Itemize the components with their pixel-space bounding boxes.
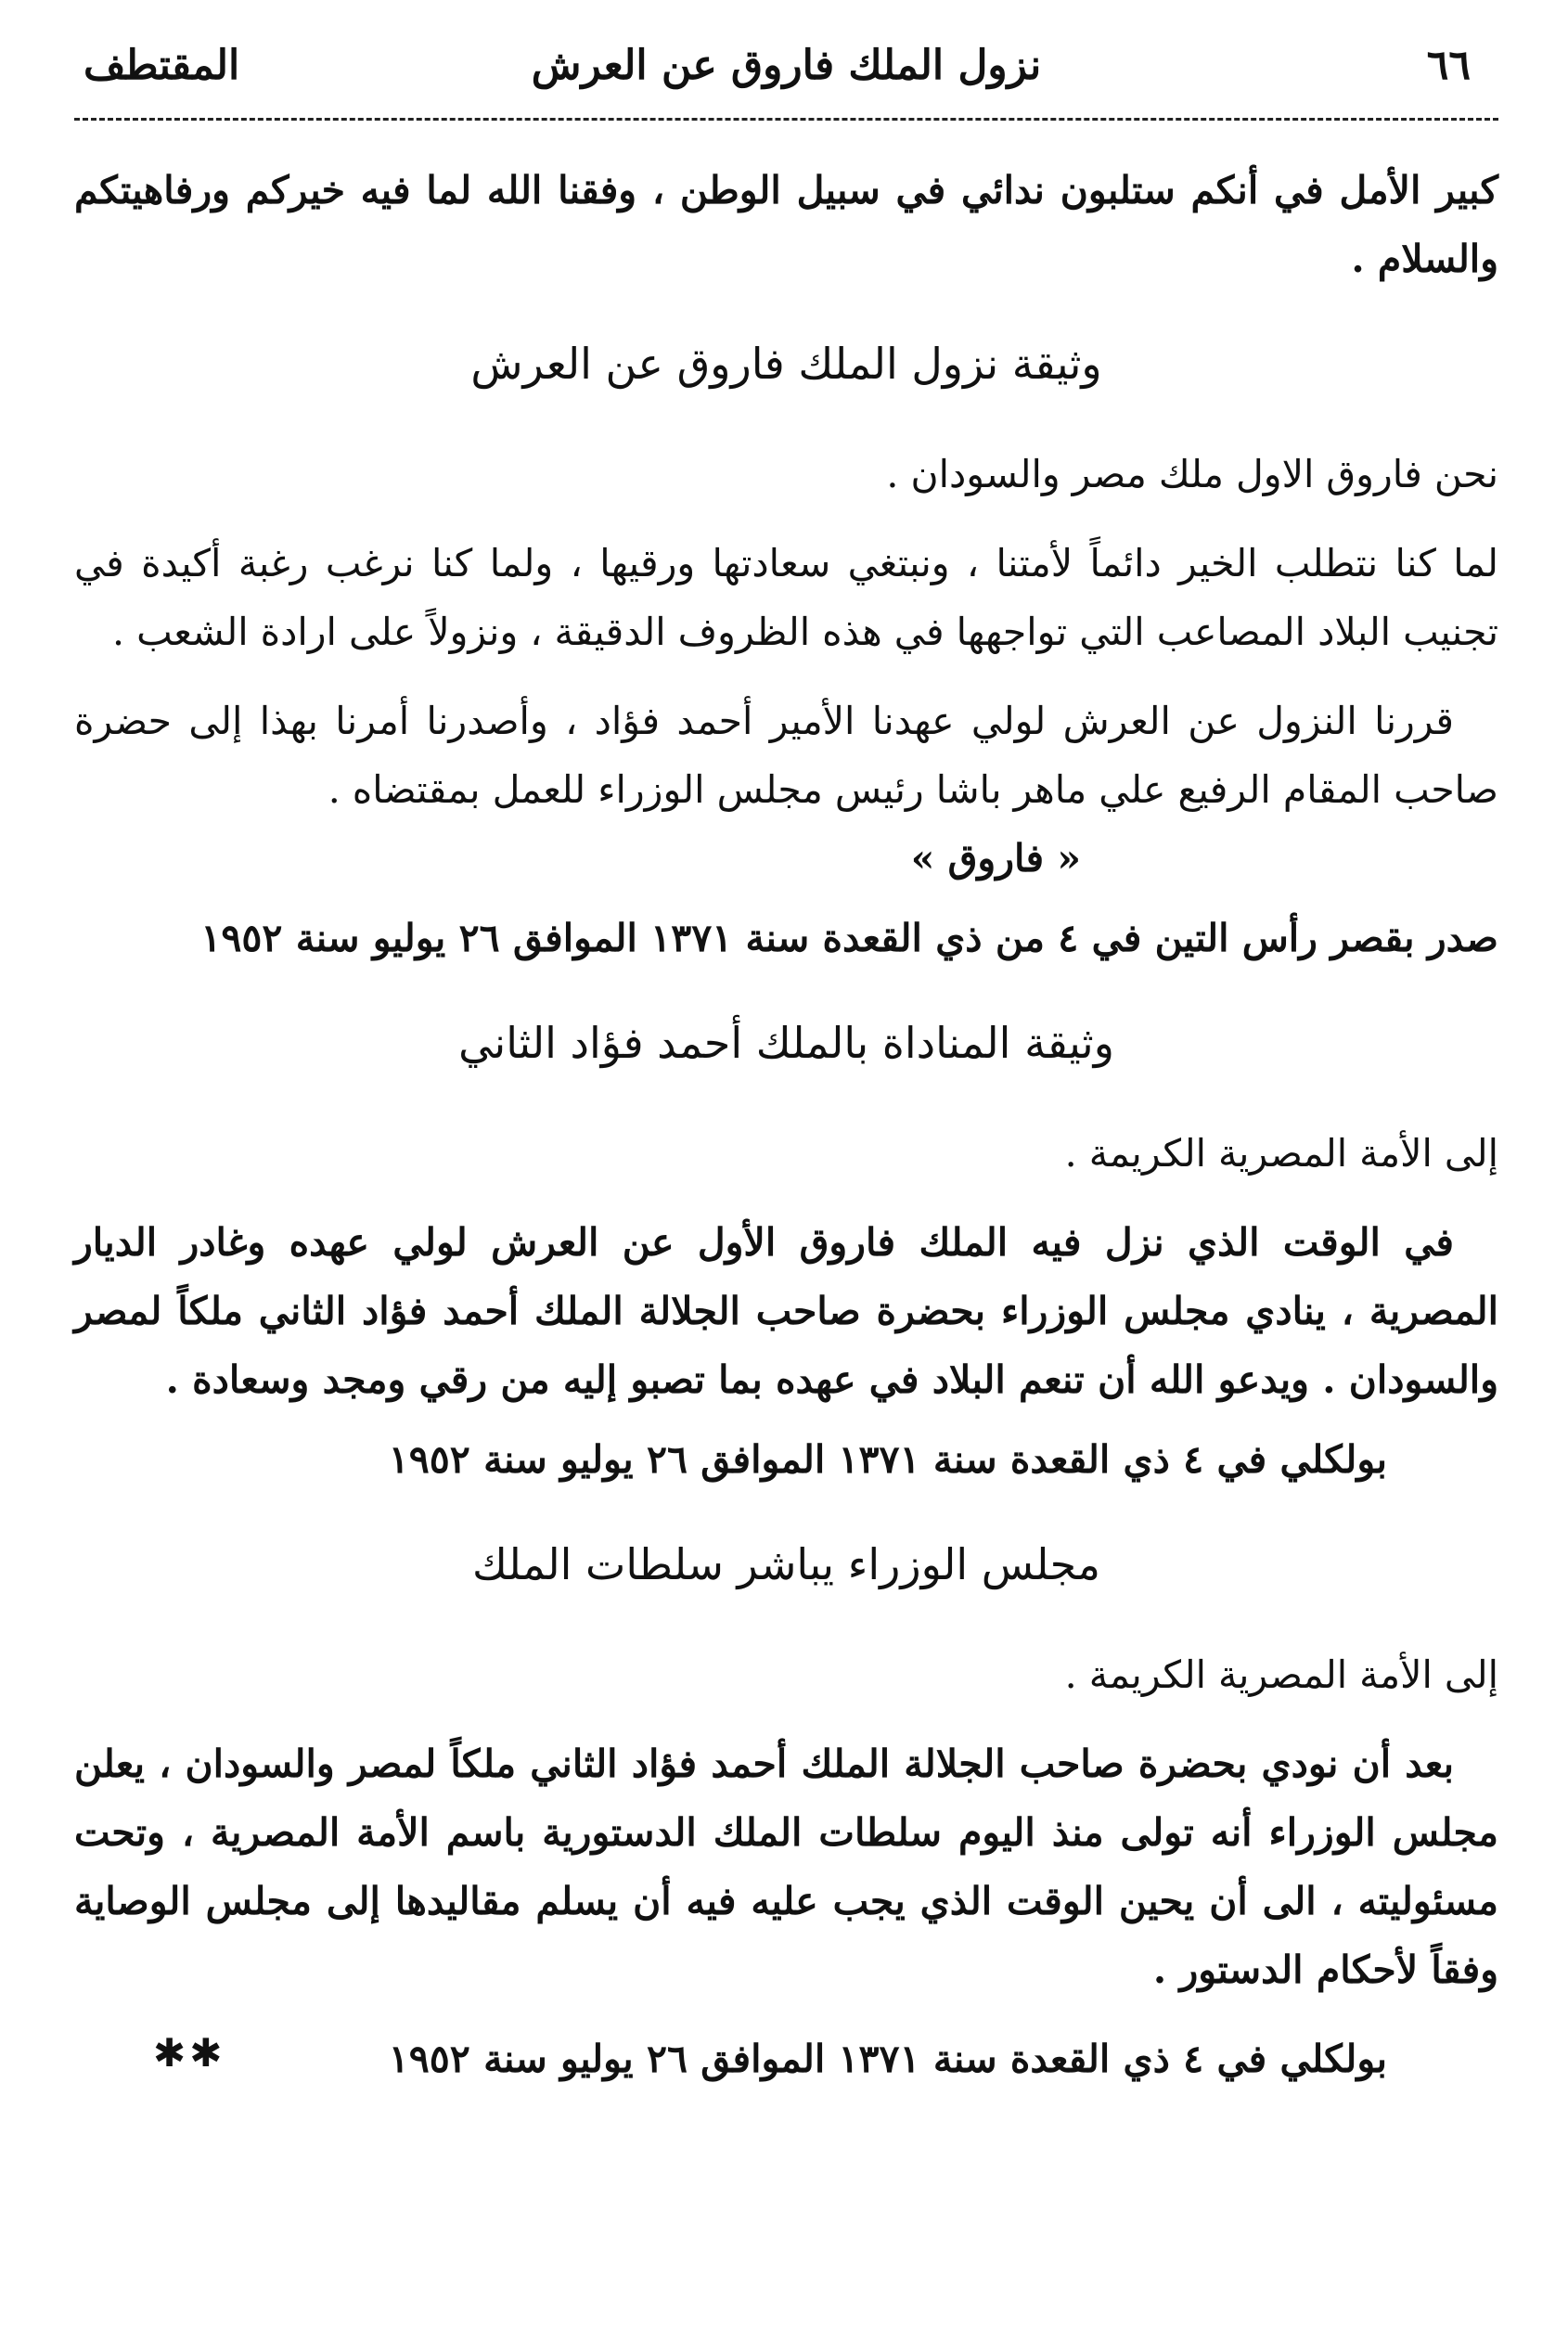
section-heading-council: مجلس الوزراء يباشر سلطات الملك [472,1539,1100,1589]
council-paragraph: بعد أن نودي بحضرة صاحب الجلالة الملك أحمد فؤاد الثاني ملكاً لمصر والسودان ، يعلن مجلس الوزراء أنه تولى منذ اليوم سلطات الملك الدستورية باسم الأمة المصرية ، وتحت مسئوليته ، الى أن يحين الوقت الذي يجب عليه فيه أن يسلم مقاليدها إلى مجلس الوصاية وفقاً لأحكام الدستور . [74,1742,1498,1992]
page-number: ٦٦ [1426,42,1471,89]
signature: « فاروق » [910,836,1081,881]
journal-name: المقتطف [84,42,240,89]
asterism-ornament: ✱✱ [153,2030,226,2076]
running-title: نزول الملك فاروق عن العرش [531,42,1042,89]
section-heading-abdication: وثيقة نزول الملك فاروق عن العرش [470,339,1102,389]
council-addressee: إلى الأمة المصرية الكريمة . [1064,1652,1498,1697]
proclamation-addressee: إلى الأمة المصرية الكريمة . [1064,1131,1498,1176]
section-heading-proclamation: وثيقة المناداة بالملك أحمد فؤاد الثاني [458,1018,1114,1068]
closing-row [74,2025,1498,2099]
running-header [74,19,1498,107]
abdication-intro: نحن فاروق الاول ملك مصر والسودان . [886,452,1498,496]
proclamation-dateline: بولكلي في ٤ ذي القعدة سنة ١٣٧١ الموافق ٢٦ يوليو سنة ١٩٥٢ [388,1437,1387,1482]
proclamation-paragraph: في الوقت الذي نزل فيه الملك فاروق الأول عن العرش لولي عهده وغادر الديار المصرية ، ينادي مجلس الوزراء بحضرة صاحب الجلالة الملك أحمد فؤاد الثاني ملكاً لمصر والسودان . ويدعو الله أن تنعم البلاد في عهده بما تصبو إليه من رقي ومجد وسعادة . [74,1220,1498,1402]
abdication-paragraph-1: لما كنا نتطلب الخير دائماً لأمتنا ، ونبتغي سعادتها ورقيها ، ولما كنا نرغب رغبة أكيدة في تجنيب البلاد المصاعب التي تواجهها في هذه الظروف الدقيقة ، ونزولاً على ارادة الشعب . [74,541,1498,654]
council-dateline: بولكلي في ٤ ذي القعدة سنة ١٣٧١ الموافق ٢٦ يوليو سنة ١٩٥٢ [388,2037,1387,2081]
spacer [74,666,1498,687]
opening-paragraph: كبير الأمل في أنكم ستلبون ندائي في سبيل الوطن ، وفقنا الله لما فيه خيركم ورفاهيتكم والسلام . [74,168,1498,281]
abdication-paragraph-2: قررنا النزول عن العرش لولي عهدنا الأمير أحمد فؤاد ، وأصدرنا أمرنا بهذا إلى حضرة صاحب المقام الرفيع علي ماهر باشا رئيس مجلس الوزراء للعمل بمقتضاه . [74,699,1498,812]
header-rule [74,118,1498,121]
abdication-dateline: صدر بقصر رأس التين في ٤ من ذي القعدة سنة ١٣٧١ الموافق ٢٦ يوليو سنة ١٩٥٢ [200,916,1498,960]
